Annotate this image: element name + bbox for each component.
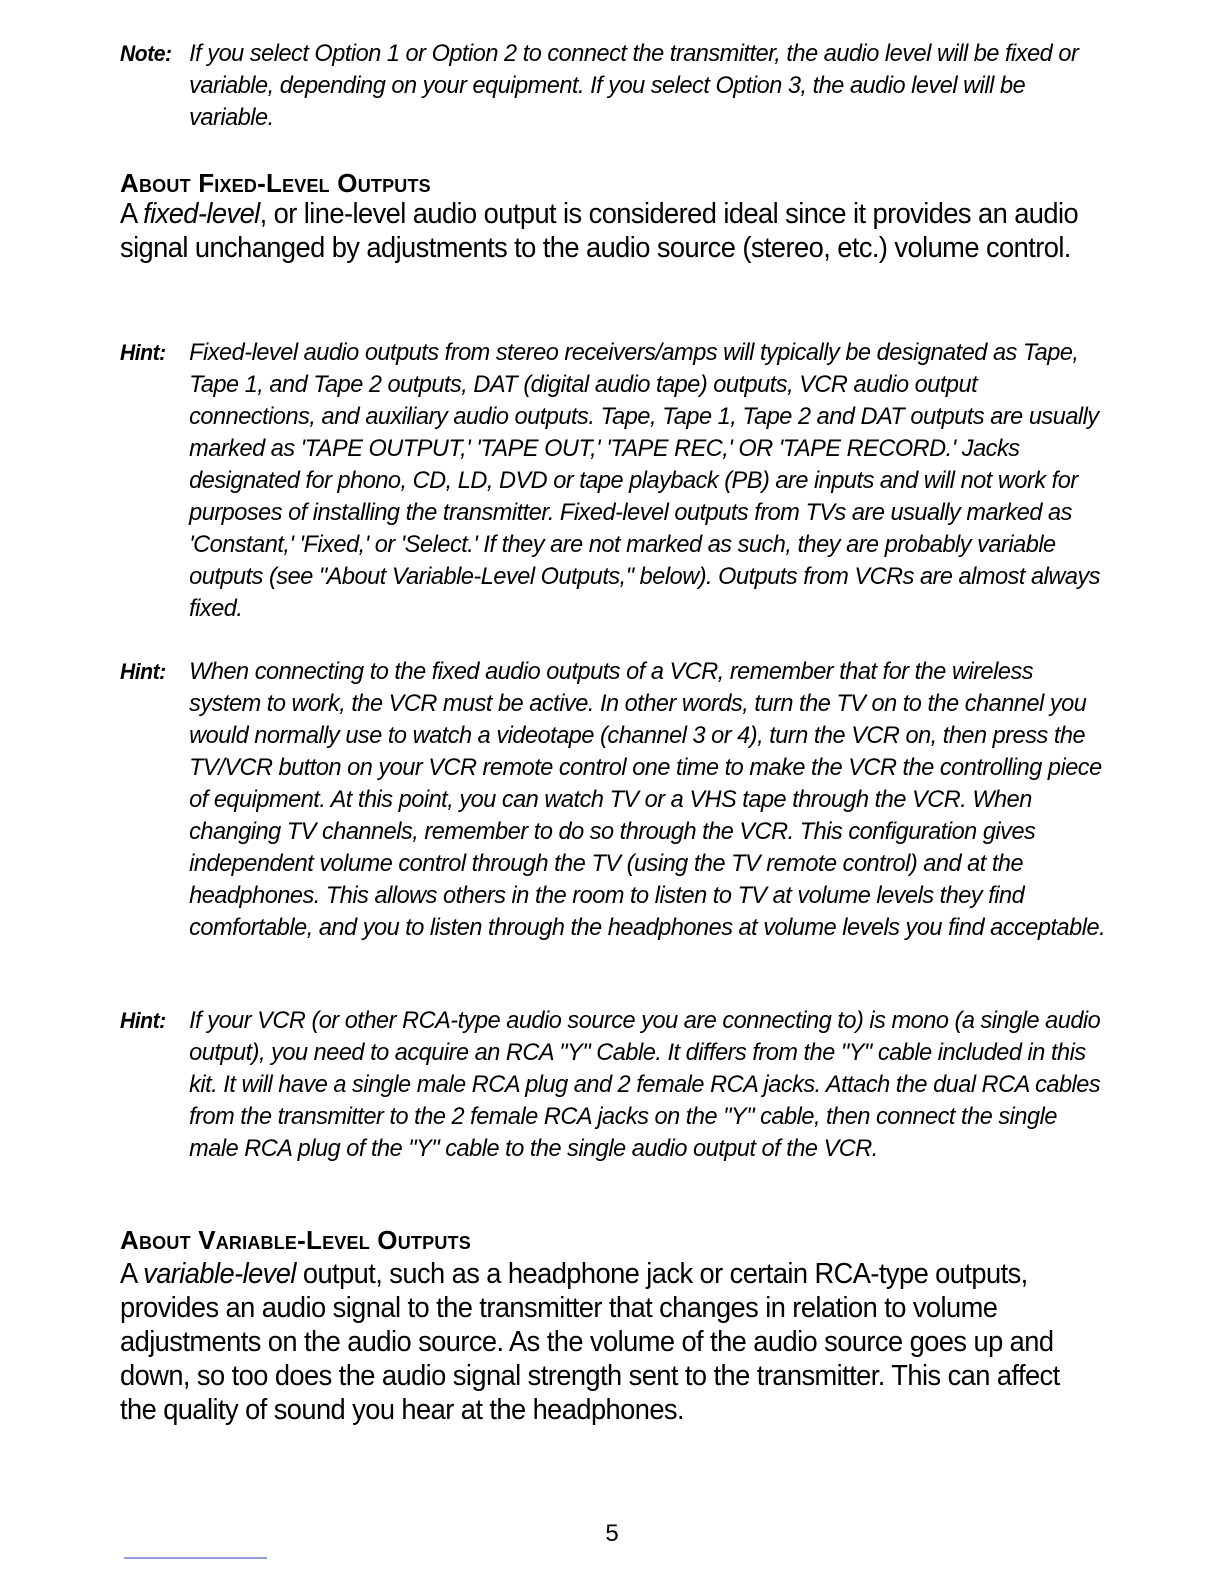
- variable-level-prefix: A: [120, 1258, 144, 1290]
- hint-block-2: [120, 656, 1109, 944]
- fixed-level-heading: About Fixed-Level Outputs: [120, 168, 431, 198]
- hint-text: When connecting to the fixed audio outputs of a VCR, remember that for the wireless system to work, the VCR must be active. In other words, turn the TV on to the channel you would normally use to watch a videotape (channel 3 or 4), turn the VCR on, then press the TV/VCR button on your VCR remote control one time to make the VCR the controlling piece of equipment. At this point, you can watch TV or a VHS tape through the VCR. When changing TV channels, remember to do so through the VCR. This configuration gives independent volume control through the TV (using the TV remote control) and at the headphones. This allows others in the room to listen to TV at volume levels they find comfortable, and you to listen through the headphones at volume levels you find acceptable.: [189, 658, 1106, 941]
- fixed-level-paragraph: [120, 197, 1088, 265]
- variable-level-heading: About Variable-Level Outputs: [120, 1225, 471, 1255]
- hint-label: Hint:: [120, 659, 166, 684]
- note-block: [120, 38, 1109, 134]
- hint-text: Fixed-level audio outputs from stereo receivers/amps will typically be designated as Tape, Tape 1, and Tape 2 outputs, DAT (digital audio tape) outputs, VCR audio output connections, and auxiliary audio outputs. Tape, Tape 1, Tape 2 and DAT outputs are usually marked as 'TAPE OUTPUT,' 'TAPE OUT,' 'TAPE REC,' OR 'TAPE RECORD.' Jacks designated for phono, CD, LD, DVD or tape playback (PB) are inputs and will not work for purposes of installing the transmitter. Fixed-level outputs from TVs are usually marked as 'Constant,' 'Fixed,' or 'Select.' If they are not marked as such, they are probably variable outputs (see "About Variable-Level Outputs," below). Outputs from VCRs are almost always fixed.: [189, 339, 1101, 622]
- footer-rule: [124, 1557, 267, 1559]
- page-number: 5: [605, 1520, 619, 1547]
- variable-level-term: variable-level: [143, 1258, 296, 1290]
- hint-label: Hint:: [120, 1008, 166, 1033]
- hint-block-3: [120, 1005, 1109, 1165]
- hint-text: If your VCR (or other RCA-type audio source you are connecting to) is mono (a single audio output), you need to acquire an RCA "Y" Cable. It differs from the "Y" cable included in this kit. It will have a single male RCA plug and 2 female RCA jacks. Attach the dual RCA cables from the transmitter to the 2 female RCA jacks on the "Y" cable, then connect the single male RCA plug of the "Y" cable to the single audio output of the VCR.: [189, 1007, 1101, 1162]
- variable-level-paragraph: [120, 1257, 1088, 1427]
- hint-block-1: [120, 337, 1109, 625]
- fixed-level-term: fixed-level: [143, 198, 260, 230]
- fixed-level-prefix: A: [120, 198, 144, 230]
- note-text: If you select Option 1 or Option 2 to connect the transmitter, the audio level will be fixed or variable, depending on your equipment. If you select Option 3, the audio level will be variable.: [189, 40, 1079, 131]
- fixed-level-rest: , or line-level audio output is considered ideal since it provides an audio signal unchanged by adjustments to the audio source (stereo, etc.) volume control.: [120, 198, 1079, 264]
- variable-level-rest: output, such as a headphone jack or certain RCA-type outputs, provides an audio signal to the transmitter that changes in relation to volume adjustments on the audio source. As the volume of the audio source goes up and down, so too does the audio signal strength sent to the transmitter. This can affect the quality of sound you hear at the headphones.: [120, 1258, 1060, 1426]
- note-label: Note:: [120, 41, 172, 66]
- hint-label: Hint:: [120, 340, 166, 365]
